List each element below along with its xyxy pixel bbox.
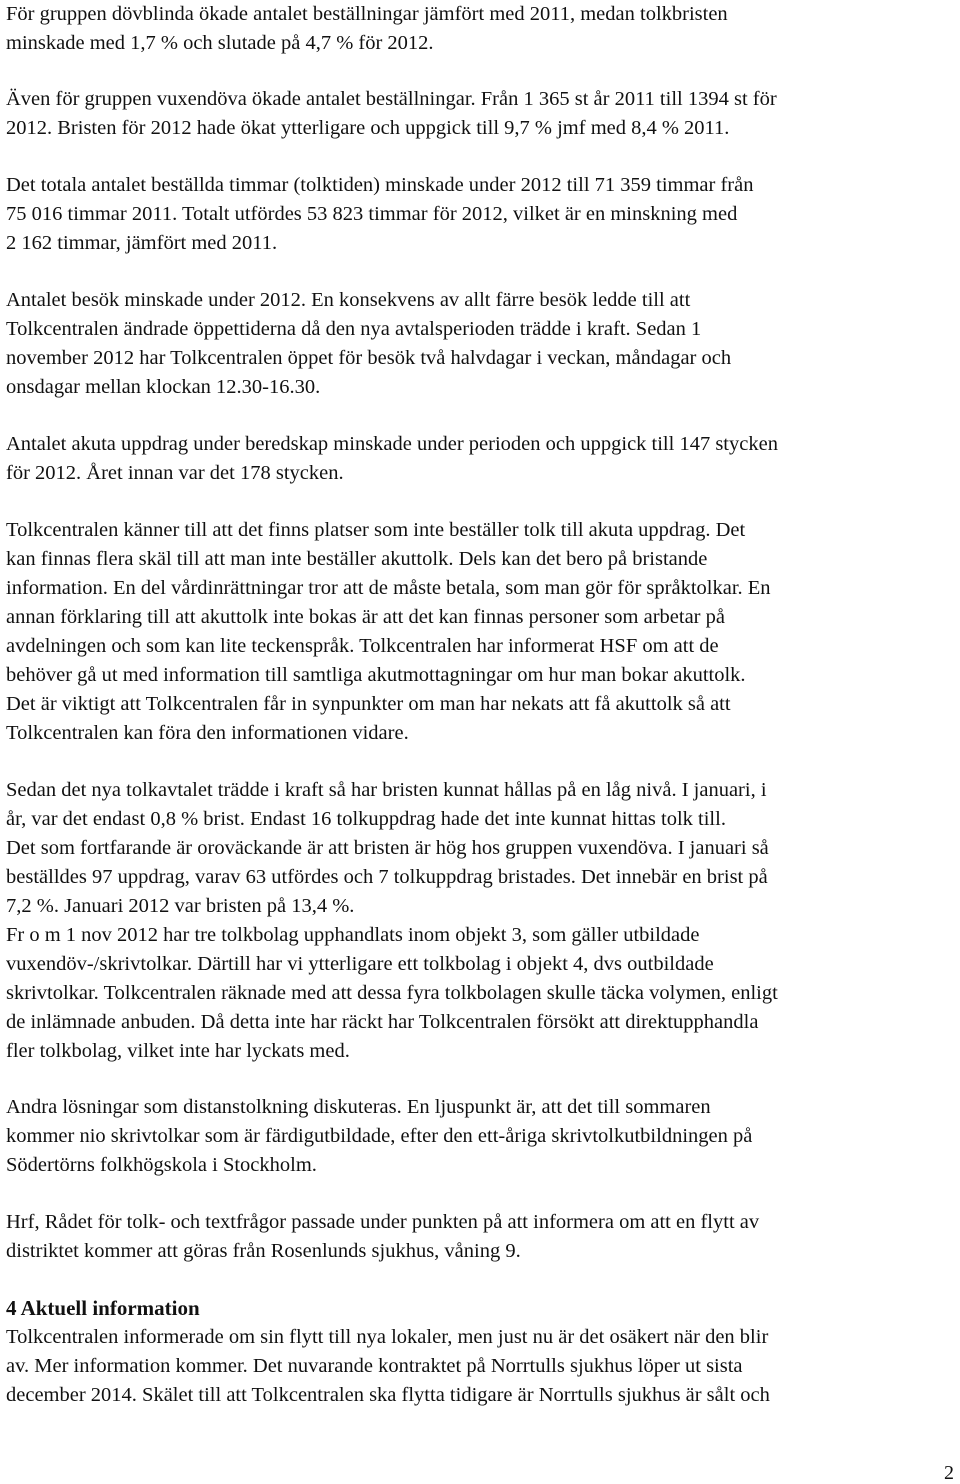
paragraph-shortage: Sedan det nya tolkavtalet trädde i kraft så har bristen kunnat hållas på en låg nivå. I januari, i år, var det endast 0,8 % brist. Endast 16 tolkuppdrag hade det inte kunnat hittas tolk till. Det som fortfarande är oroväckande är att bristen är hög hos gruppen vuxendöva. I januari så beställdes 97 uppdrag, varav 63 utfördes och 7 tolkuppdrag bristades. Det innebär en brist på 7,2 %. Januari 2012 var bristen på 13,4 %. Fr o m 1 nov 2012 har tre tolkbolag upphandlats inom objekt 3, som gäller utbildade vuxendöv-/skrivtolkar. Därtill har vi ytterligare ett tolkbolag i objekt 4, dvs outbildade skrivtolkar. Tolkcentralen räknade med att dessa fyra tolkbolagen skulle täcka volymen, enligt de inlämnade anbuden. Då detta inte har räckt har Tolkcentralen försökt att direktupphandla fler tolkbolag, vilket inte har lyckats med. [6,779,778,1062]
paragraph-ordered-hours: Det totala antalet beställda timmar (tolktiden) minskade under 2012 till 71 359 timmar från 75 016 timmar 2011. Totalt utfördes 53 823 timmar för 2012, vilket är en minskning med 2 162 timmar, jämfört med 2011. [6,174,754,254]
paragraph-deafened: Även för gruppen vuxendöva ökade antalet beställningar. Från 1 365 st år 2011 till 1394 st för 2012. Bristen för 2012 hade ökat ytterligare och uppgick till 9,7 % jmf med 8,4 % 2011. [6,88,777,139]
section-heading-current-information: 4 Aktuell information [6,1296,200,1320]
paragraph-relocation: Tolkcentralen informerade om sin flytt till nya lokaler, men just nu är det osäkert när den blir av. Mer information kommer. Det nuvarande kontraktet på Norrtulls sjukhus löper ut sista december 2014. Skälet till att Tolkcentralen ska flytta tidigare är Norrtulls sjukhus är sålt och [6,1326,770,1406]
page-number: 2 [944,1462,954,1484]
paragraph-emergency-interpreters: Tolkcentralen känner till att det finns platser som inte beställer tolk till akuta uppdrag. Det kan finnas flera skäl till att man inte beställer akuttolk. Dels kan det bero på bristande information. En del vårdinrättningar tror att de måste betala, som man gör för språktolkar. En annan förklaring till att akuttolk inte bokas är att det kan finnas personer som arbetar på avdelningen och som kan lite teckenspråk. Tolkcentralen har informerat HSF om att de behöver gå ut med information till samtliga akutmottagningar om hur man bokar akuttolk. Det är viktigt att Tolkcentralen får in synpunkter om man har nekats att få akuttolk så att Tolkcentralen kan föra den informationen vidare. [6,519,771,744]
paragraph-deafblind: För gruppen dövblinda ökade antalet beställningar jämfört med 2011, medan tolkbristen minskade med 1,7 % och slutade på 4,7 % för 2012. [6,3,728,54]
paragraph-emergency-assignments: Antalet akuta uppdrag under beredskap minskade under perioden och uppgick till 147 stycken för 2012. Året innan var det 178 stycken. [6,433,778,484]
paragraph-hrf-council: Hrf, Rådet för tolk- och textfrågor passade under punkten på att informera om att en flytt av distriktet kommer att göras från Rosenlunds sjukhus, våning 9. [6,1211,760,1262]
document-page [6,0,952,1410]
paragraph-visits: Antalet besök minskade under 2012. En konsekvens av allt färre besök ledde till att Tolkcentralen ändrade öppettiderna då den nya avtalsperioden trädde i kraft. Sedan 1 november 2012 har Tolkcentralen öppet för besök två halvdagar i veckan, måndagar och onsdagar mellan klockan 12.30-16.30. [6,289,732,398]
paragraph-distance-interpreting: Andra lösningar som distanstolkning diskuteras. En ljuspunkt är, att det till sommaren kommer nio skrivtolkar som är färdigutbildade, efter den ett-åriga skrivtolkutbildningen på Södertörns folkhögskola i Stockholm. [6,1096,753,1176]
